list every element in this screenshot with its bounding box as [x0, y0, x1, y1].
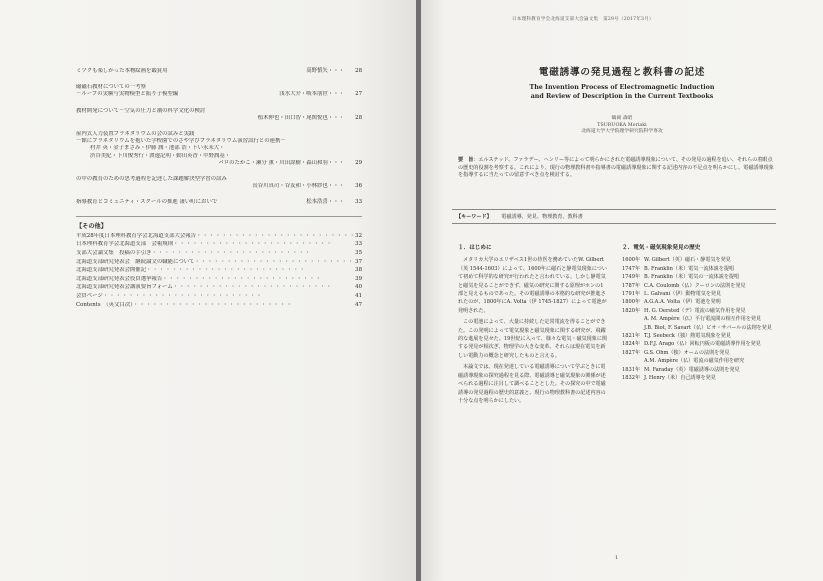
- section-heading: １．はじめに: [458, 245, 492, 251]
- misc-item[interactable]: [76, 302, 362, 311]
- misc-item[interactable]: [76, 233, 362, 242]
- history-event: A.G.A.A. Volta（伊）電池を発明: [644, 299, 721, 306]
- misc-page: 41: [355, 293, 362, 299]
- misc-page: 39: [355, 275, 362, 282]
- toc-entry[interactable]: [76, 176, 362, 190]
- leader-dots: ・・・・・・・・・・・・・・・・・・・・・・・・・: [146, 267, 306, 274]
- history-event: H. G. Oersted（デ）電流の磁気作用を発見: [644, 307, 746, 314]
- history-event: J. Henry（米）自己誘導を発見: [644, 375, 716, 382]
- english-title-line-1: The Invention Process of Electromagnetic Induction: [529, 84, 715, 91]
- history-item: [622, 315, 782, 323]
- toc-entry[interactable]: [76, 199, 362, 206]
- misc-title: 北海道支部研究発表会講演要旨フォーム: [76, 284, 173, 291]
- misc-item[interactable]: [76, 259, 362, 268]
- column-right: [622, 244, 782, 383]
- toc-title: 指導教育とコミュニティ・スクールの推進 凄い町においで: [76, 199, 218, 206]
- history-item: [622, 265, 782, 273]
- toc-author: 長谷川真司・谷友和・小林紗也・・・: [252, 183, 344, 190]
- misc-page: 33: [355, 241, 362, 248]
- paper-title-english: [421, 83, 823, 101]
- misc-title: 北海道支部研究発表会 継続論文の職能について: [76, 258, 195, 265]
- misc-page: 37: [355, 258, 362, 265]
- toc-title: 屋内式人力装置プラネタリウムの会の試みと実践: [76, 131, 195, 138]
- leader-dots: ・・・・・・・・・・・・・・・・・・・・・・・・・: [194, 258, 355, 265]
- toc-title: の中の教育のための思考過程を記述した課題解決型学習の試み: [76, 176, 227, 183]
- misc-title: 日本理科教育学会北海道支部 会報規則: [76, 241, 174, 248]
- toc-author: 松本浩喜・・・: [306, 199, 344, 206]
- leader-dots: ・・・・・・・・・・・・・・・・・・・・・・・・・: [173, 241, 333, 248]
- misc-title: Contents （英文目次）: [76, 301, 133, 308]
- history-year: [622, 357, 644, 365]
- toc-page: 29: [355, 159, 362, 166]
- history-item: [622, 374, 782, 382]
- misc-item[interactable]: [76, 293, 362, 302]
- toc-page: 33: [355, 199, 362, 206]
- history-year: 1800年: [622, 299, 641, 306]
- table-of-contents: [76, 68, 362, 310]
- history-event: A. M. Ampère（仏）平行電流間の相互作用を発見: [644, 316, 762, 323]
- toc-page: 28: [355, 114, 362, 121]
- history-list: [622, 256, 782, 382]
- toc-page: 27: [355, 91, 362, 98]
- paper-title: 電磁誘導の発見過程と教科書の記述: [538, 67, 706, 78]
- abstract-text: エルステッド、ファラデー、ヘンリー等によって明らかにされた電磁誘導現象について、その発見の過程を追い、それらの着眼点の歴史的役割を考察する。これにより、現行の物理教科書や指導書の電磁誘導現象に関する記述内容の不足点を明らかにし、電磁誘導現象を指導するに当たっての留意すべき点を検討する。: [458, 157, 774, 179]
- author-name: 鶴岡 森昭: [611, 116, 633, 121]
- history-year: 1791年: [622, 291, 641, 298]
- misc-title: 北海道支部研究発表会役員選挙報告: [76, 275, 163, 282]
- history-item: [622, 282, 782, 290]
- history-year: 1827年: [622, 349, 641, 356]
- history-item: [622, 332, 782, 340]
- history-item: [622, 340, 782, 348]
- misc-item[interactable]: [76, 267, 362, 276]
- history-year: 1832年: [622, 375, 641, 382]
- history-year: 1787年: [622, 282, 641, 289]
- misc-item[interactable]: [76, 241, 362, 250]
- history-year: 1820年: [622, 307, 641, 314]
- toc-author: バロのたかこ・瀬分 薫・川田諒樹・森山和羽・・・: [218, 159, 344, 166]
- leader-dots: ・・・・・・・・・・・・・・・・・・・・・・・・・: [172, 284, 333, 291]
- history-event: W. Gilbert（英）磁石・静電気を発見: [644, 257, 731, 264]
- toc-page: 28: [355, 68, 362, 74]
- column-left: [458, 244, 608, 408]
- toc-title: ミツクも楽しかった本物絵画を鑑賞用: [76, 68, 168, 74]
- history-item: [622, 307, 782, 315]
- misc-item[interactable]: [76, 276, 362, 285]
- misc-heading: 【その他】: [76, 222, 107, 230]
- history-item: [622, 366, 782, 374]
- toc-entry[interactable]: [76, 68, 362, 75]
- divider: [76, 216, 362, 217]
- history-year: 1821年: [622, 333, 641, 340]
- history-event: L. Galvani（伊）動物電気を発見: [644, 291, 722, 298]
- history-item: [622, 298, 782, 306]
- leader-dots: ・・・・・・・・・・・・・・・・・・・・・・・・・: [102, 293, 263, 299]
- toc-authors-line: 渋谷美紀・下川俊秀行・渡邊記明・動田英香・中野潤基・: [90, 152, 231, 159]
- abstract: 要 旨：エルステッド、ファラデー、ヘンリー等によって明らかにされた電磁誘導現象について、その発見の過程を追い、それらの着眼点の歴史的役割を考察する。これにより、現行の物理教科書や指導書の電磁誘導現象に関する記述内容の不足点を明らかにし、電磁誘導現象を指導するに当たっての留意すべき点を検討する。: [458, 157, 774, 179]
- paragraph: 本論文では、現在発達している電磁誘導について学ぶときに電磁誘導現象の探究過程を見る際、電磁誘導と磁気現象の関係が述べられる過程に注目して調べることとした。その探究の中で電磁誘導の発見過程の歴史的意義と、現行の物理教科書の記述内容の十分な点を明らかにしたい。: [458, 364, 606, 404]
- history-year: 1600年: [622, 257, 641, 264]
- keywords-box: [452, 209, 776, 224]
- toc-entry[interactable]: [76, 108, 362, 122]
- author-affiliation: 北海道大学大学院理学研究院科学専攻: [581, 129, 663, 135]
- history-year: 1749年: [622, 274, 641, 281]
- toc-authors-line: 村井 英・金子まさみ・伊藤 潤・池部 浩・下い永未大・: [90, 145, 225, 152]
- keywords-text: 電磁誘導、発見、物理教育、教科書: [501, 214, 583, 220]
- history-item: [622, 349, 782, 357]
- history-item: [622, 357, 782, 365]
- toc-subtitle: －館にプラネタリウムを抱いた学校園でのさや学びプラネタリウム演習試行との連携－: [76, 138, 286, 145]
- keywords-label: 【キーワード】: [456, 214, 492, 220]
- leader-dots: ・・・・・・・・・・・・・・・・・・・・・・・・・: [196, 232, 356, 239]
- toc-title: 磁磁石教材についての一考察: [76, 84, 146, 91]
- history-event: D.F.J. Arago（仏）回転円板の電磁誘導作用を発見: [644, 341, 761, 348]
- history-item: [622, 273, 782, 281]
- misc-item[interactable]: [76, 250, 362, 259]
- leader-dots: ・・・・・・・・・・・・・・・・・・・・・・・・・: [162, 275, 323, 282]
- history-event: C.A. Coulomb（仏）クーロンの法則を発見: [644, 282, 746, 289]
- toc-page: 36: [355, 183, 362, 190]
- misc-title: 平成28年度日本理科教育学会北海道支部大会報告: [76, 232, 197, 239]
- toc-title: 教材開発について－空気の圧力と潮の科学文化の検討: [76, 107, 206, 114]
- misc-title: 北海道支部研究発表会開催記: [76, 267, 147, 274]
- misc-page: 32: [355, 232, 362, 239]
- misc-page: 38: [355, 267, 362, 274]
- history-year: 1831年: [622, 366, 641, 373]
- history-year: 1824年: [622, 341, 641, 348]
- abstract-label: 要 旨: [458, 157, 474, 163]
- history-item: [622, 290, 782, 298]
- author-block: [421, 116, 823, 136]
- toc-entry[interactable]: [76, 84, 362, 98]
- toc-entry[interactable]: [76, 131, 362, 167]
- history-item: [622, 324, 782, 332]
- toc-author: 植木伸也・田口智・尾関悦也・・・: [257, 114, 344, 121]
- misc-list: [76, 233, 362, 310]
- paragraph: この電池によって、大量に持続した定常電流を得ることができた。この発明によって電気現象と磁気現象に関する研究が、飛躍的な進展を見せた。19世紀に入って、様々な電気・磁気現象に関する発見が相次ぎ、物理学の大きな変革、それらは現在電気を新しい電動力の概念と研究したものと言える。: [458, 319, 608, 359]
- history-year: 1747年: [622, 265, 641, 272]
- misc-title: 会員ページ: [76, 293, 103, 299]
- author-name-english: TSURUOKA Moriaki: [597, 122, 647, 128]
- history-item: [622, 256, 782, 264]
- history-event: B. Franklin（米）電気の一流体説を提唱: [644, 274, 740, 281]
- leader-dots: ・・・・・・・・・・・・・・・・・・・・・・・・・: [132, 301, 293, 308]
- toc-author: 浅水大介・岐本朋世・・・: [279, 91, 344, 98]
- page-number: 1: [615, 555, 619, 561]
- history-event: M. Faraday（英）電磁誘導の法則を発見: [644, 366, 740, 373]
- english-title-line-2: and Review of Description in the Current Textbooks: [530, 93, 714, 100]
- history-event: J.B. Biot, F. Savart（仏）ビオ・サバールの法則を発見: [644, 324, 772, 331]
- toc-subtitle: －ループの実験与実物模型と振り子模型編: [76, 91, 179, 98]
- misc-page: 47: [355, 301, 362, 308]
- misc-page: 40: [355, 284, 362, 291]
- history-event: T.J. Seebeck（独）熱電気現象を発見: [644, 333, 731, 340]
- section-heading: ２．電気・磁気現象発見の歴史: [622, 245, 701, 251]
- history-year: [622, 315, 644, 323]
- leader-dots: ・・・・・・・・・・・・・・・・・・・・・・・・・: [151, 250, 312, 257]
- misc-page: 35: [355, 250, 362, 257]
- misc-item[interactable]: [76, 284, 362, 293]
- history-event: B. Franklin（米）電気一流体説を提唱: [644, 265, 735, 272]
- history-event: G.S. Ohm（独）オームの法則を発見: [644, 349, 730, 356]
- history-year: [622, 324, 644, 332]
- toc-author: 高野慎矢・・・: [306, 68, 344, 74]
- misc-title: 支部大会論文集 投稿の手引き: [76, 250, 152, 257]
- running-head: 日本理科教育学会北海道支部大会論文集 第29号（2017年3月）: [512, 17, 654, 22]
- paragraph: メタリカ大学のエリザベス1世の侍医を務めていたW. Gilbert（英 1544-1603）によって、1600年に磁石と静電気現象について初めて科学的な研究が行われたと言われている。しかし静電気と磁気を見ることができず、磁気の研究に関する原理がホンの1部と見えるものであった。その電磁誘導の本格的な研究が推進されたのが、1800年にA. Volta（伊 1745-1827）によって電池が発明された。: [458, 257, 607, 314]
- history-event: A.M. Ampère（仏）電流の磁気作用を研究: [644, 358, 745, 365]
